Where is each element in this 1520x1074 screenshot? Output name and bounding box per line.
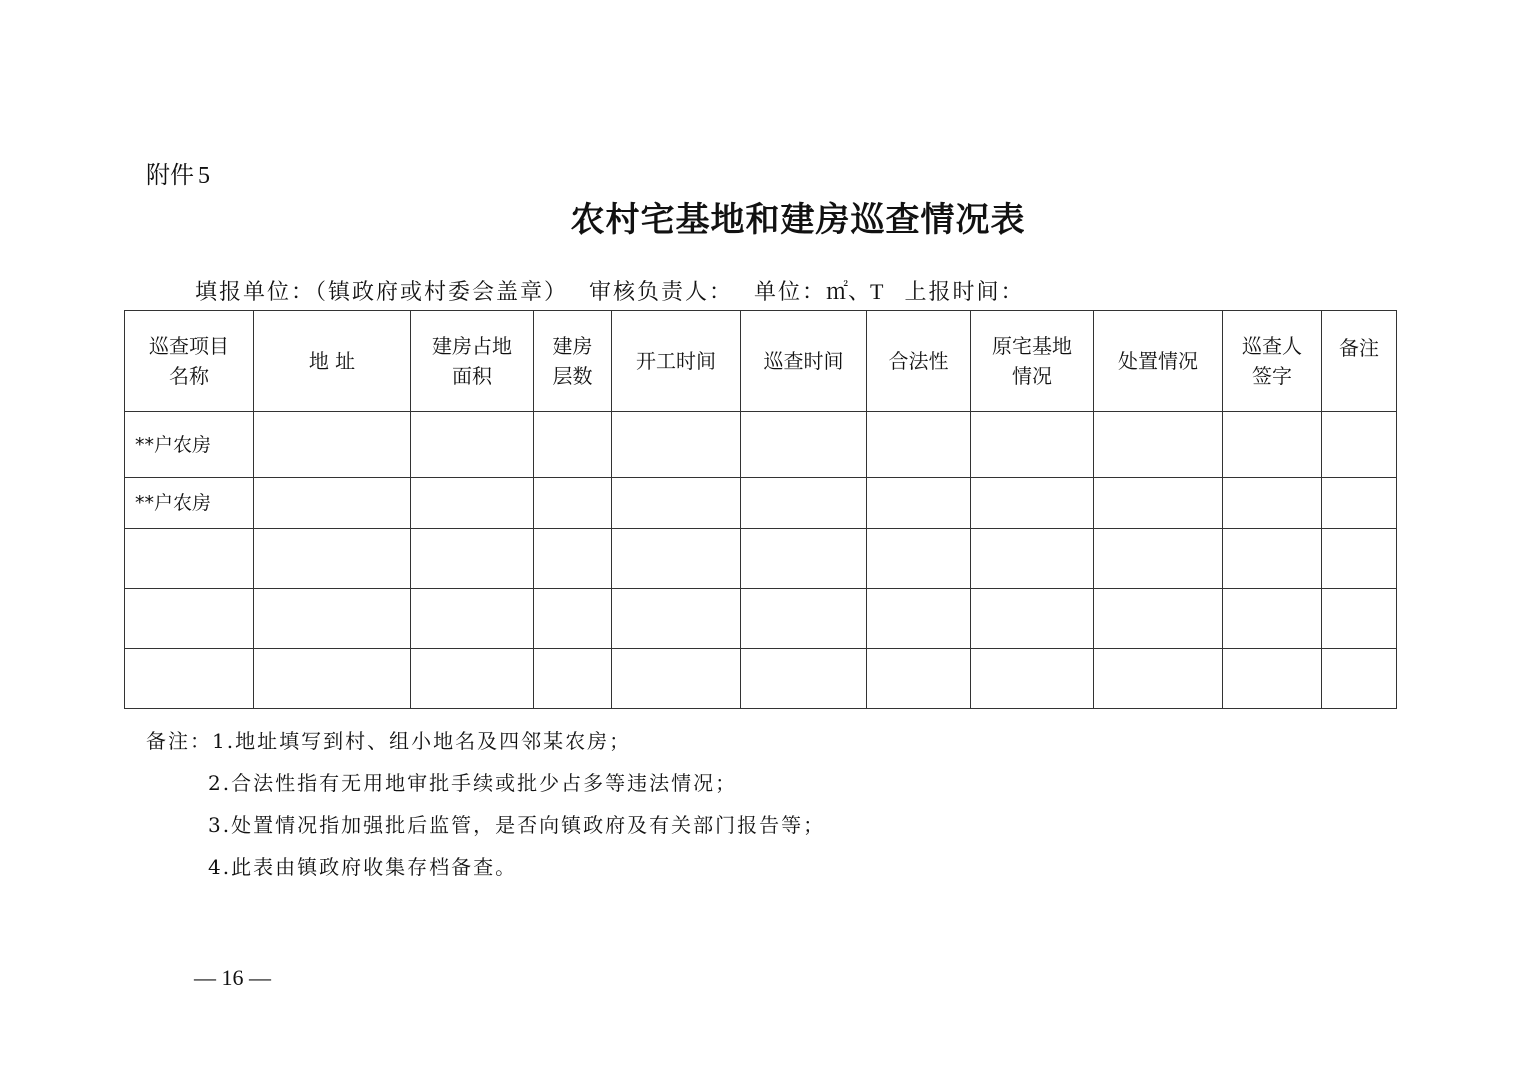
table-cell [741, 412, 867, 478]
column-header-line: 建房 [552, 334, 593, 358]
table-cell [612, 649, 741, 709]
project-name-cell [125, 529, 254, 589]
column-header [254, 311, 411, 412]
column-header [125, 311, 254, 412]
table-row [125, 478, 1397, 529]
column-header-line: 开工时间 [636, 349, 716, 373]
table-cell [254, 412, 411, 478]
project-name-cell [125, 649, 254, 709]
column-header-line: 原宅基地 [992, 334, 1072, 358]
table-cell [1322, 478, 1397, 529]
attachment-number: 5 [198, 163, 210, 189]
column-header-line: 巡查时间 [763, 349, 844, 373]
note-item: 3.处置情况指加强批后监管，是否向镇政府及有关部门报告等； [208, 813, 826, 837]
table-cell [411, 589, 534, 649]
patrol-table [124, 310, 1397, 709]
project-name-cell: **户农房 [125, 412, 254, 478]
project-name-cell: **户农房 [125, 478, 254, 529]
table-cell [971, 412, 1094, 478]
table-cell [1223, 649, 1322, 709]
column-header [1322, 311, 1397, 412]
table-cell [741, 478, 867, 529]
column-header-line: 合法性 [888, 349, 949, 373]
column-header [1223, 311, 1322, 412]
table-cell [534, 412, 612, 478]
table-cell [534, 478, 612, 529]
table-cell [971, 649, 1094, 709]
column-header [867, 311, 971, 412]
column-header-line: 名称 [169, 364, 209, 388]
table-cell [1223, 529, 1322, 589]
document-title: 农村宅基地和建房巡查情况表 [570, 200, 1026, 240]
column-header-line: 建房占地 [432, 334, 512, 358]
report-time-label: 上报时间： [904, 280, 1025, 305]
table-cell [1094, 478, 1223, 529]
attachment-text: 附件 [146, 161, 194, 189]
table-cell [1322, 412, 1397, 478]
table-cell [411, 649, 534, 709]
table-cell [741, 589, 867, 649]
table-header-row [125, 311, 1397, 412]
table-row [125, 589, 1397, 649]
table-cell [1223, 589, 1322, 649]
column-header-line: 签字 [1252, 364, 1292, 388]
column-header-line: 巡查项目 [149, 334, 229, 358]
table-cell [1223, 478, 1322, 529]
attachment-label [146, 158, 210, 193]
page-number: — 16 — [194, 965, 271, 990]
form-info-line [195, 276, 1037, 309]
reporting-unit-label: 填报单位：（镇政府或村委会盖章） [195, 280, 569, 305]
note-item: 1.地址填写到村、组小地名及四邻某农房； [212, 729, 632, 753]
table-cell [411, 412, 534, 478]
measure-unit-label: 单位： [754, 280, 827, 305]
table-cell [741, 529, 867, 589]
table-cell [534, 529, 612, 589]
table-cell [1322, 649, 1397, 709]
column-header-line: 巡查人 [1242, 334, 1302, 358]
table-cell [534, 649, 612, 709]
column-header [741, 311, 867, 412]
column-header-line: 情况 [1012, 364, 1052, 388]
table-cell [971, 478, 1094, 529]
table-row [125, 529, 1397, 589]
table-cell [411, 529, 534, 589]
table-cell [741, 649, 867, 709]
notes-section [146, 720, 825, 888]
table-cell [867, 529, 971, 589]
table-cell [411, 478, 534, 529]
table-cell [254, 589, 411, 649]
column-header-line: 备注 [1339, 336, 1379, 360]
column-header-line: 地 址 [308, 349, 356, 373]
reviewer-label: 审核负责人： [589, 280, 734, 305]
note-row [146, 804, 825, 846]
project-name-cell [125, 589, 254, 649]
table-cell [612, 478, 741, 529]
note-item: 2.合法性指有无用地审批手续或批少占多等违法情况； [208, 771, 738, 795]
table-row [125, 649, 1397, 709]
table-cell [612, 412, 741, 478]
table-cell [1223, 412, 1322, 478]
note-item: 4.此表由镇政府收集存档备查。 [208, 855, 518, 879]
table-cell [971, 589, 1094, 649]
note-row [146, 846, 825, 888]
table-cell [1094, 649, 1223, 709]
table-cell [254, 649, 411, 709]
note-row [146, 762, 825, 804]
table-body [125, 412, 1397, 709]
table-cell [1322, 589, 1397, 649]
table-cell [1322, 529, 1397, 589]
column-header-line: 处置情况 [1118, 349, 1198, 373]
table-cell [534, 589, 612, 649]
table-cell [612, 589, 741, 649]
notes-label: 备注： [146, 729, 212, 753]
table-cell [867, 589, 971, 649]
table-cell [867, 412, 971, 478]
table-cell [867, 649, 971, 709]
table-cell [971, 529, 1094, 589]
table-cell [867, 478, 971, 529]
table-cell [1094, 412, 1223, 478]
table-cell [1094, 589, 1223, 649]
column-header [971, 311, 1094, 412]
note-row [146, 720, 825, 762]
table-cell [612, 529, 741, 589]
table-cell [254, 529, 411, 589]
measure-unit-value: ㎡、T [826, 279, 884, 304]
column-header [1094, 311, 1223, 412]
table-cell [1094, 529, 1223, 589]
column-header-line: 层数 [552, 364, 593, 388]
column-header [411, 311, 534, 412]
column-header [612, 311, 741, 412]
table-cell [254, 478, 411, 529]
table-row [125, 412, 1397, 478]
column-header-line: 面积 [452, 364, 492, 388]
column-header [534, 311, 612, 412]
